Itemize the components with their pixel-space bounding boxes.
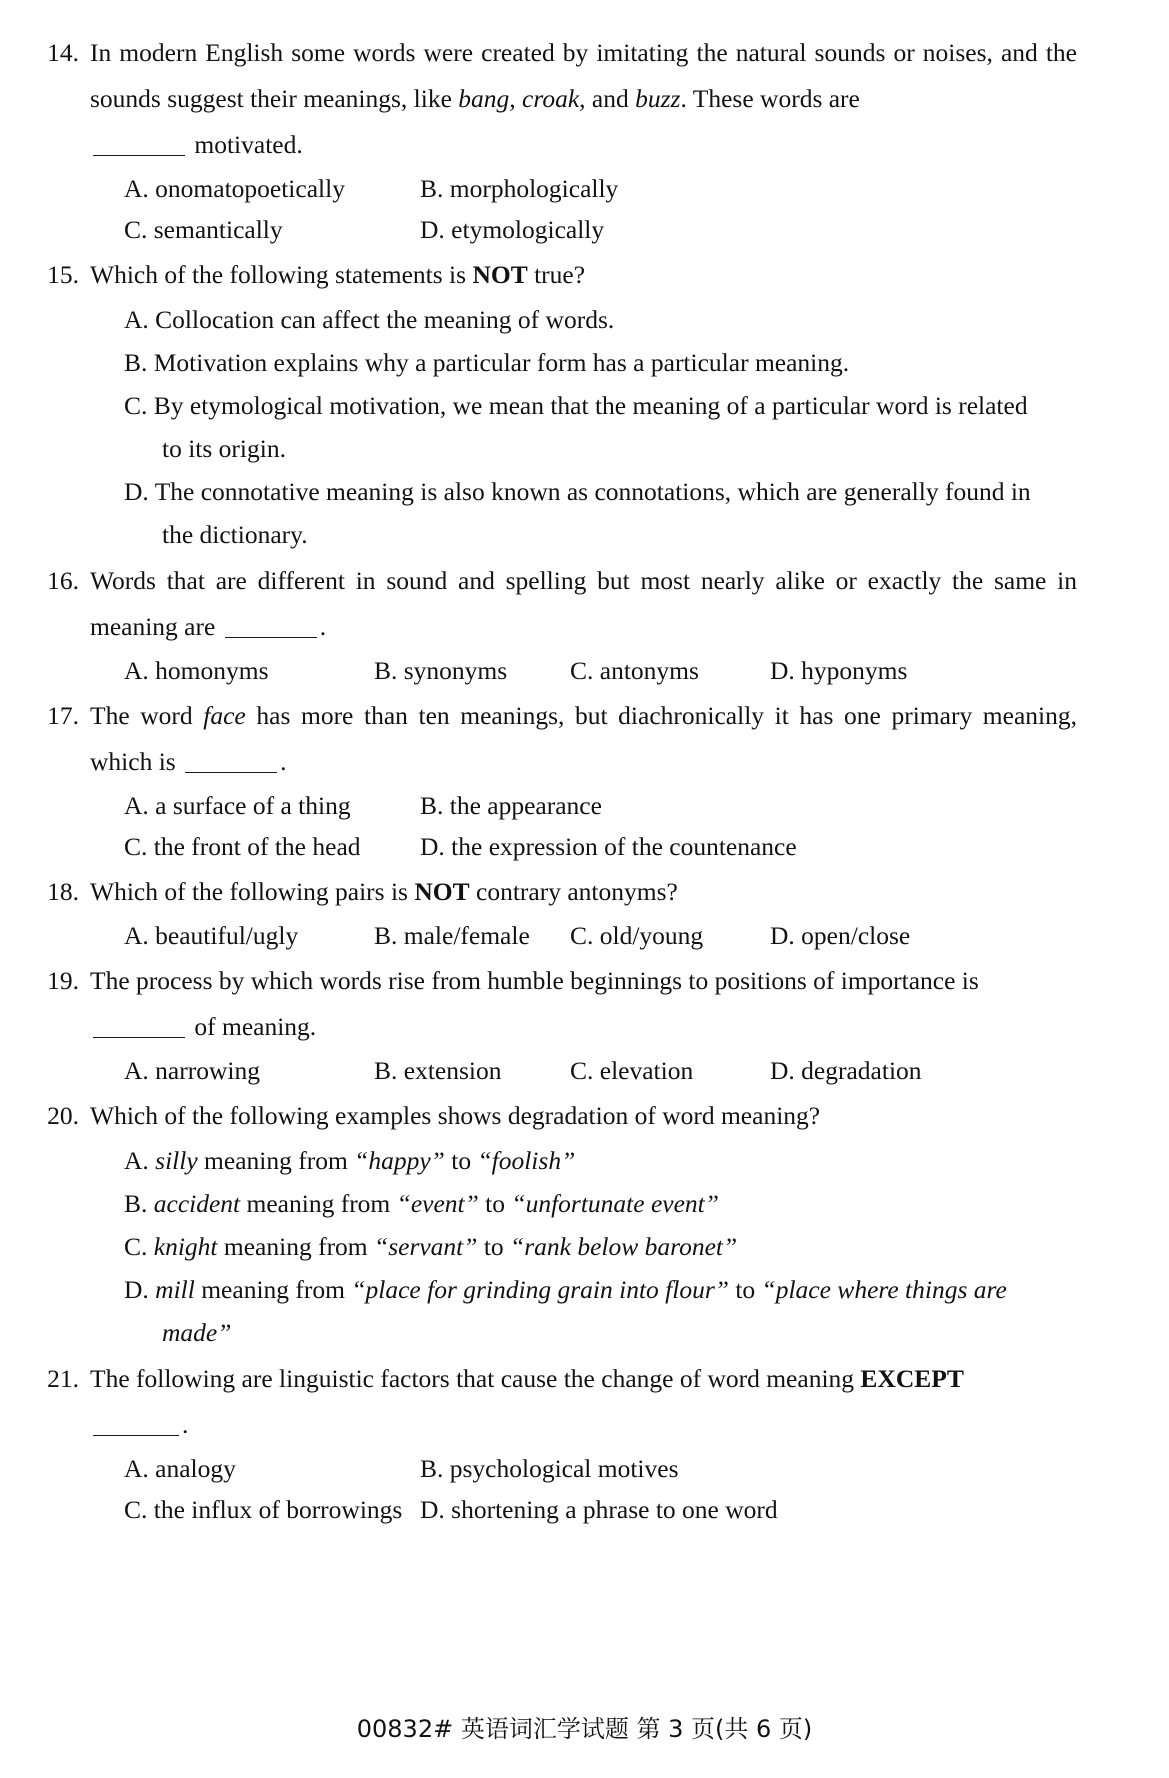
stem-text: Which of the following statements is xyxy=(90,260,473,289)
question-number: 18. xyxy=(47,877,79,906)
question-stem xyxy=(90,693,1077,785)
option-c-italic-3: “rank below baronet” xyxy=(510,1232,738,1261)
option-a-label: A. xyxy=(124,1146,156,1175)
option-a-italic-3: “foolish” xyxy=(477,1146,576,1175)
stem-bold: NOT xyxy=(414,877,470,906)
stem-text: Which of the following pairs is xyxy=(90,877,415,906)
option-d-italic-1: mill xyxy=(155,1275,195,1304)
options-19 xyxy=(90,1050,1077,1091)
question-body xyxy=(90,1093,1077,1354)
question-19 xyxy=(38,958,1077,1091)
option-d-line2: the dictionary. xyxy=(162,520,308,549)
option-c[interactable]: C. semantically xyxy=(124,215,283,244)
option-d-text-2: to xyxy=(728,1275,762,1304)
options-16 xyxy=(90,650,1077,691)
question-stem xyxy=(90,30,1077,122)
option-a-italic-1: silly xyxy=(155,1146,198,1175)
options-17 xyxy=(90,785,1077,867)
option-c[interactable]: C. old/young xyxy=(570,921,704,950)
question-number: 17. xyxy=(47,701,79,730)
option-row xyxy=(124,785,1077,826)
question-18 xyxy=(38,869,1077,956)
question-number: 14. xyxy=(47,38,79,67)
option-d-text-1: meaning from xyxy=(194,1275,352,1304)
option-d-label: D. xyxy=(124,1275,156,1304)
question-number: 15. xyxy=(47,260,79,289)
question-body xyxy=(90,1356,1077,1530)
question-stem xyxy=(90,558,1077,650)
option-c-italic-1: knight xyxy=(153,1232,218,1261)
option-row xyxy=(124,168,1077,209)
option-b[interactable]: B. male/female xyxy=(374,921,530,950)
option-c-label: C. xyxy=(124,1232,154,1261)
option-d-italic-3: “place where things are xyxy=(761,1275,1007,1304)
question-stem xyxy=(90,252,1077,298)
option-c[interactable]: C. the influx of borrowings xyxy=(124,1495,403,1524)
option-c[interactable] xyxy=(90,384,1077,470)
question-body xyxy=(90,252,1077,556)
option-d[interactable] xyxy=(90,470,1077,556)
question-body xyxy=(90,558,1077,691)
option-b[interactable]: B. synonyms xyxy=(374,656,508,685)
page-footer: 00832# 英语词汇学试题 第 3 页(共 6 页) xyxy=(356,1715,813,1743)
option-c[interactable] xyxy=(90,1225,1077,1268)
question-15 xyxy=(38,252,1077,556)
stem-text: Words that are different in sound and spelling but most nearly alike or exactly the same in meaning are xyxy=(90,566,1077,641)
option-d[interactable]: D. hyponyms xyxy=(770,656,908,685)
option-b-italic-1: accident xyxy=(153,1189,241,1218)
option-d[interactable]: D. shortening a phrase to one word xyxy=(420,1495,778,1524)
answer-blank[interactable] xyxy=(185,750,277,773)
option-a-text-1: meaning from xyxy=(197,1146,355,1175)
question-number: 19. xyxy=(47,966,79,995)
option-b[interactable] xyxy=(90,1182,1077,1225)
stem-text-2: contrary antonyms? xyxy=(469,877,678,906)
option-d[interactable] xyxy=(90,1268,1077,1354)
option-d-italic-2: “place for grinding grain into flour” xyxy=(351,1275,729,1304)
option-d[interactable]: D. etymologically xyxy=(420,215,605,244)
option-b[interactable]: B. extension xyxy=(374,1056,502,1085)
option-c-text-2: to xyxy=(477,1232,511,1261)
stem-text: In modern English some words were created by imitating the natural sounds or noises, and the sounds suggest their meanings, like xyxy=(90,38,1077,113)
question-stem xyxy=(90,958,1077,1004)
stem-text-2: of meaning. xyxy=(194,1012,317,1041)
option-d[interactable]: D. the expression of the countenance xyxy=(420,832,797,861)
question-body xyxy=(90,869,1077,956)
question-14 xyxy=(38,30,1077,250)
option-b[interactable]: B. the appearance xyxy=(420,791,602,820)
question-number: 20. xyxy=(47,1101,79,1130)
stem-text-2: , and xyxy=(579,84,636,113)
stem-bold: EXCEPT xyxy=(860,1364,964,1393)
option-row xyxy=(124,826,1077,867)
answer-blank[interactable] xyxy=(93,1015,185,1038)
option-b[interactable]: B. Motivation explains why a particular form has a particular meaning. xyxy=(124,348,850,377)
option-a[interactable]: A. analogy xyxy=(124,1454,236,1483)
option-a[interactable]: A. onomatopoetically xyxy=(124,174,345,203)
option-c[interactable]: C. the front of the head xyxy=(124,832,361,861)
option-c-line2: to its origin. xyxy=(162,434,286,463)
answer-blank[interactable] xyxy=(93,133,185,156)
option-a[interactable]: A. Collocation can affect the meaning of words. xyxy=(124,305,615,334)
question-stem-line2 xyxy=(90,122,1077,168)
question-stem xyxy=(90,1356,1077,1402)
question-stem: Which of the following examples shows degradation of word meaning? xyxy=(90,1101,821,1130)
stem-italic-2: buzz xyxy=(635,84,681,113)
option-a[interactable]: A. narrowing xyxy=(124,1056,260,1085)
question-number: 16. xyxy=(47,566,79,595)
option-d-continuation: made” xyxy=(162,1318,232,1347)
option-a[interactable]: A. homonyms xyxy=(124,656,269,685)
option-a[interactable]: A. beautiful/ugly xyxy=(124,921,299,950)
stem-text-3: . These words are xyxy=(680,84,860,113)
option-b-italic-3: “unfortunate event” xyxy=(511,1189,719,1218)
option-row xyxy=(124,1448,1077,1489)
option-row xyxy=(124,1489,1077,1530)
question-stem-line2 xyxy=(90,1004,1077,1050)
question-body xyxy=(90,958,1077,1091)
answer-blank[interactable] xyxy=(225,615,317,638)
stem-text: The word xyxy=(90,701,204,730)
question-stem xyxy=(90,869,1077,915)
stem-bold: NOT xyxy=(472,260,528,289)
question-number: 21. xyxy=(47,1364,79,1393)
options-18 xyxy=(90,915,1077,956)
question-16 xyxy=(38,558,1077,691)
options-21 xyxy=(90,1448,1077,1530)
question-stem-line2 xyxy=(90,1402,1077,1448)
option-a[interactable]: A. a surface of a thing xyxy=(124,791,351,820)
option-c-text-1: meaning from xyxy=(217,1232,375,1261)
option-b-label: B. xyxy=(124,1189,154,1218)
option-c[interactable]: C. antonyms xyxy=(570,656,699,685)
option-b-text-1: meaning from xyxy=(240,1189,397,1218)
option-a-text-2: to xyxy=(444,1146,478,1175)
option-row xyxy=(124,209,1077,250)
stem-text-3: . xyxy=(280,747,287,776)
stem-text: The following are linguistic factors that cause the change of word meaning xyxy=(90,1364,861,1393)
question-17 xyxy=(38,693,1077,867)
stem-italic-1: bang, croak xyxy=(458,84,580,113)
question-21 xyxy=(38,1356,1077,1530)
option-a-italic-2: “happy” xyxy=(354,1146,445,1175)
stem-italic: face xyxy=(203,701,246,730)
stem-text-4: motivated. xyxy=(194,130,303,159)
option-d[interactable]: D. open/close xyxy=(770,921,911,950)
option-c[interactable]: C. elevation xyxy=(570,1056,694,1085)
options-14 xyxy=(90,168,1077,250)
option-b[interactable]: B. morphologically xyxy=(420,174,619,203)
option-d-line1: D. The connotative meaning is also known as connotations, which are generally found in xyxy=(124,477,1031,506)
question-body xyxy=(90,30,1077,250)
stem-text-2: . xyxy=(319,612,327,641)
answer-blank[interactable] xyxy=(93,1413,179,1436)
question-20 xyxy=(38,1093,1077,1354)
stem-text: The process by which words rise from humble beginnings to positions of importance is xyxy=(90,966,979,995)
option-b-italic-2: “event” xyxy=(396,1189,479,1218)
stem-text-2: has more than ten meanings, but diachronically it has one primary meaning, which is xyxy=(90,701,1077,776)
option-d[interactable]: D. degradation xyxy=(770,1056,922,1085)
question-body xyxy=(90,693,1077,867)
option-b-text-2: to xyxy=(478,1189,512,1218)
stem-text-2: true? xyxy=(527,260,586,289)
stem-text-2: . xyxy=(182,1410,189,1439)
option-a[interactable] xyxy=(90,1139,1077,1182)
option-c-line1: C. By etymological motivation, we mean that the meaning of a particular word is related xyxy=(124,391,1028,420)
option-b[interactable]: B. psychological motives xyxy=(420,1454,679,1483)
option-c-italic-2: “servant” xyxy=(374,1232,478,1261)
